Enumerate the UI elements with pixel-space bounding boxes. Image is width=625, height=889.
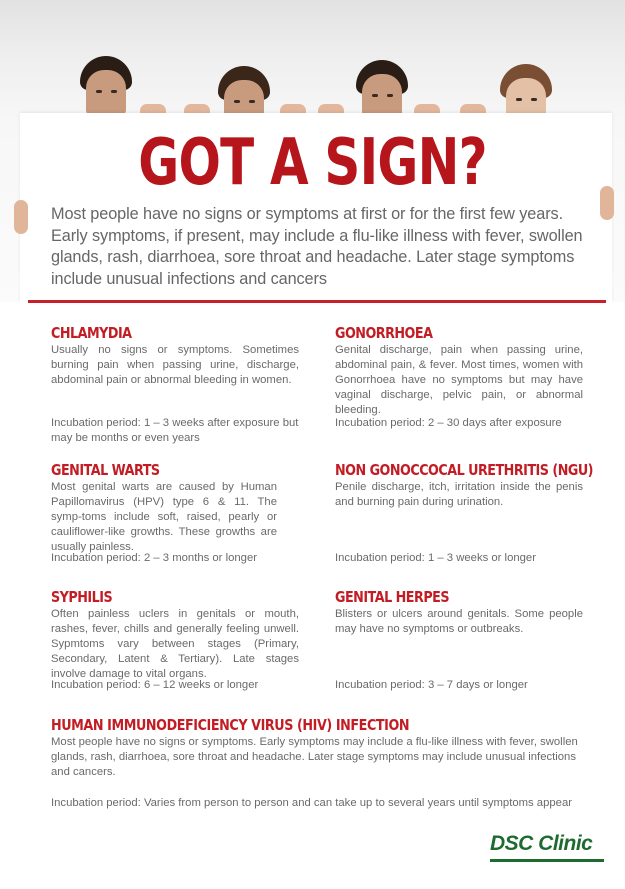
section-syphilis (51, 588, 299, 703)
section-chlamydia (51, 324, 299, 449)
incubation-period: Incubation period: 1 – 3 weeks after exposure but may be months or even years (51, 417, 299, 444)
section-genital-warts (51, 461, 277, 576)
section-description: Most people have no signs or symptoms. Early symptoms may include a flu-like illness with fever, swollen glands, rash, diarrhoea, sore throat and headache. Later stage symptoms may include unusual infections and cancers. (51, 736, 578, 778)
section-title: NON GONOCCOCAL URETHRITIS (NGU) (335, 461, 593, 479)
incubation-period: Incubation period: 6 – 12 weeks or longer (51, 679, 259, 691)
section-gonorrhoea (335, 324, 583, 449)
section-description: Usually no signs or symptoms. Sometimes burning pain when passing urine, discharge, abdominal pain or abnormal bleeding in women. (51, 344, 299, 386)
incubation-period: Incubation period: 3 – 7 days or longer (335, 679, 528, 691)
dsc-clinic-logo (490, 832, 604, 862)
section-genital-herpes (335, 588, 583, 703)
incubation-period: Incubation period: 1 – 3 weeks or longer (335, 552, 536, 564)
person-3-illustration (354, 60, 410, 120)
hand-icon (14, 200, 28, 234)
section-title: GENITAL WARTS (51, 461, 160, 479)
section-title: SYPHILIS (51, 588, 113, 606)
incubation-period: Incubation period: 2 – 30 days after exposure (335, 417, 562, 429)
section-hiv (51, 716, 591, 811)
hero-banner (0, 0, 625, 302)
intro-text: Most people have no signs or symptoms at first or for the first few years. Early symptoms, if present, may include a flu-like illness with fever, swollen glands, rash, diarrhoea, sore throat and headache. Later stage symptoms include unusual infections and cancers (51, 205, 583, 288)
section-description: Blisters or ulcers around genitals. Some people may have no symptoms or outbreaks. (335, 608, 583, 635)
section-description: Most genital warts are caused by Human Papillomavirus (HPV) type 6 & 11. The symp-toms include soft, raised, pearly or cauliflower-like growths. These growths are usually painless. (51, 481, 277, 553)
logo-underline (490, 859, 604, 862)
section-divider (28, 300, 606, 303)
section-title: HUMAN IMMUNODEFICIENCY VIRUS (HIV) INFECTION (51, 716, 410, 734)
section-title: CHLAMYDIA (51, 324, 132, 342)
section-description: Often painless uclers in genitals or mouth, rashes, fever, chills and generally feeling unwell. Sypmtoms vary between stages (Primary, Secondary, Latent & Tertiary). Late stages involve damage to vital organs. (51, 608, 299, 680)
section-ngu (335, 461, 593, 576)
section-title: GONORRHOEA (335, 324, 433, 342)
section-title: GENITAL HERPES (335, 588, 450, 606)
section-description: Penile discharge, itch, irritation inside the penis and burning pain during urination. (335, 481, 583, 508)
page-title: GOT A SIGN? (138, 126, 487, 200)
hand-icon (600, 186, 614, 220)
logo-text: DSC Clinic (490, 832, 593, 855)
section-description: Genital discharge, pain when passing urine, abdominal pain, & fever. Most times, women with Gonorrhoea have no symptoms but may have vaginal discharge, pelvic pain, or abnormal bleeding. (335, 344, 583, 416)
incubation-period: Incubation period: 2 – 3 months or longer (51, 552, 257, 564)
incubation-period: Incubation period: Varies from person to person and can take up to several years until symptoms appear (51, 797, 572, 809)
person-1-illustration (78, 56, 134, 116)
